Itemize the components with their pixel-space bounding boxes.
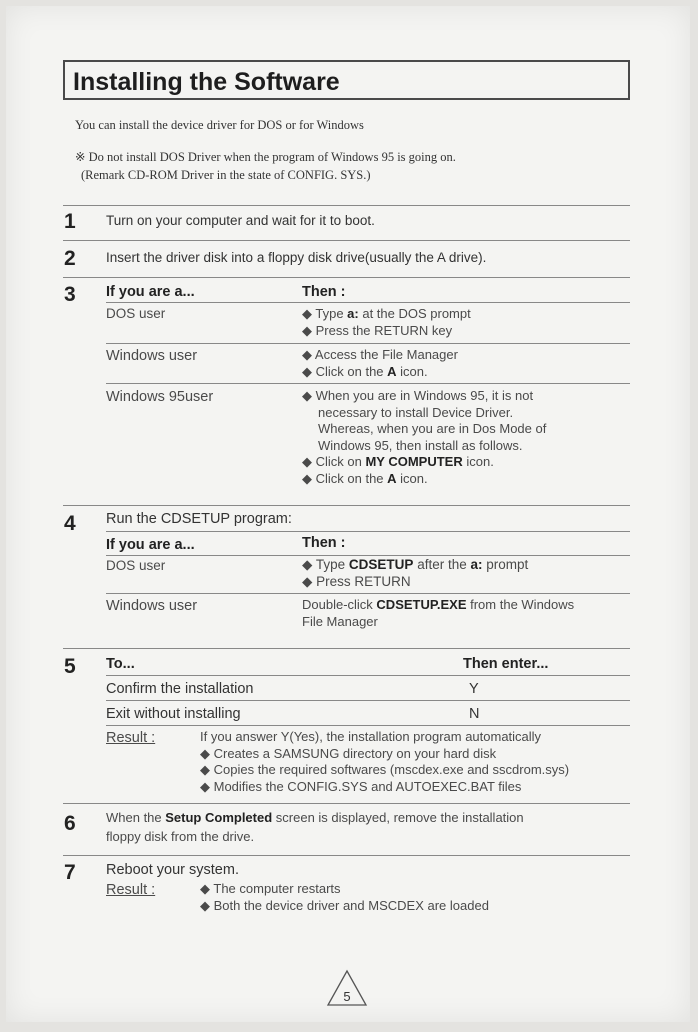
page-title: Installing the Software bbox=[63, 60, 630, 100]
step-5-confirm-label: Confirm the installation bbox=[106, 681, 254, 697]
divider bbox=[63, 505, 630, 506]
divider bbox=[106, 343, 630, 344]
step-5-exit-label: Exit without installing bbox=[106, 706, 241, 722]
note-line-1: ※ Do not install DOS Driver when the program of Windows 95 is going on. bbox=[75, 150, 456, 164]
step-3-windows-instructions: ◆ Access the File Manager ◆ Click on the A icon. bbox=[302, 347, 458, 379]
step-5-col-right-header: Then enter... bbox=[463, 656, 549, 672]
step-3-col-right-header: Then : bbox=[302, 284, 346, 300]
step-5-col-left-header: To... bbox=[106, 656, 135, 672]
step-5-exit-value: N bbox=[469, 706, 480, 722]
divider bbox=[106, 593, 630, 594]
divider bbox=[63, 855, 630, 856]
step-5-confirm-value: Y bbox=[469, 681, 479, 697]
step-7-text: Reboot your system. bbox=[106, 862, 239, 878]
intro-text: You can install the device driver for DOS or for Windows bbox=[75, 118, 364, 132]
divider bbox=[106, 383, 630, 384]
step-1-text: Turn on your computer and wait for it to boot. bbox=[106, 213, 375, 228]
step-4-windows-instructions: Double-click CDSETUP.EXE from the Windows File Manager bbox=[302, 597, 575, 629]
step-number-3: 3 bbox=[64, 283, 76, 306]
step-7-result-text: ◆ The computer restarts ◆ Both the device driver and MSCDEX are loaded bbox=[200, 881, 489, 913]
step-3-win95-instructions: ◆ When you are in Windows 95, it is not necessary to install Device Driver. Whereas, when you are in Dos Mode of Windows 95, then install as follows. ◆ Click on MY COMPUTER icon. ◆ Click on the A icon. bbox=[302, 388, 547, 486]
step-4-dos-instructions: ◆ Type CDSETUP after the a: prompt ◆ Press RETURN bbox=[302, 557, 529, 589]
step-3-dos-instructions: ◆ Type a: at the DOS prompt ◆ Press the RETURN key bbox=[302, 306, 471, 338]
divider bbox=[63, 240, 630, 241]
divider bbox=[106, 725, 630, 726]
divider bbox=[106, 531, 630, 532]
step-number-7: 7 bbox=[64, 861, 76, 884]
step-number-4: 4 bbox=[64, 512, 76, 535]
step-4-col-left-header: If you are a... bbox=[106, 537, 195, 553]
divider bbox=[63, 205, 630, 206]
step-number-1: 1 bbox=[64, 210, 76, 233]
divider bbox=[106, 555, 630, 556]
divider bbox=[63, 648, 630, 649]
divider bbox=[63, 803, 630, 804]
step-3-dos-user: DOS user bbox=[106, 306, 166, 321]
step-4-text: Run the CDSETUP program: bbox=[106, 511, 292, 527]
step-3-windows-user: Windows user bbox=[106, 348, 198, 364]
step-3-col-left-header: If you are a... bbox=[106, 284, 195, 300]
step-5-result-text: If you answer Y(Yes), the installation program automatically ◆ Creates a SAMSUNG directory on your hard disk ◆ Copies the required softwares (mscdex.exe and sscdrom.sys) ◆ Modifies the CONFIG.SYS and AUTOEXEC.BAT files bbox=[200, 729, 570, 794]
page-number-triangle-icon bbox=[325, 968, 369, 1008]
step-4-windows-user: Windows user bbox=[106, 598, 198, 614]
page-number: 5 bbox=[343, 989, 351, 1004]
step-3-win95-user: Windows 95user bbox=[106, 389, 214, 405]
step-number-2: 2 bbox=[64, 247, 76, 270]
step-4-col-right-header: Then : bbox=[302, 535, 346, 551]
step-6-text: When the Setup Completed screen is displayed, remove the installation floppy disk from the drive. bbox=[106, 810, 524, 844]
note-line-2: (Remark CD-ROM Driver in the state of CONFIG. SYS.) bbox=[81, 168, 371, 182]
step-5-result-label: Result : bbox=[106, 730, 156, 746]
step-number-5: 5 bbox=[64, 655, 76, 678]
divider bbox=[106, 302, 630, 303]
step-2-text: Insert the driver disk into a floppy disk drive(usually the A drive). bbox=[106, 250, 487, 265]
step-4-dos-user: DOS user bbox=[106, 558, 166, 573]
divider bbox=[63, 277, 630, 278]
note-text bbox=[75, 148, 456, 184]
step-number-6: 6 bbox=[64, 812, 76, 835]
divider bbox=[106, 675, 630, 676]
step-7-result-label: Result : bbox=[106, 882, 156, 898]
divider bbox=[106, 700, 630, 701]
